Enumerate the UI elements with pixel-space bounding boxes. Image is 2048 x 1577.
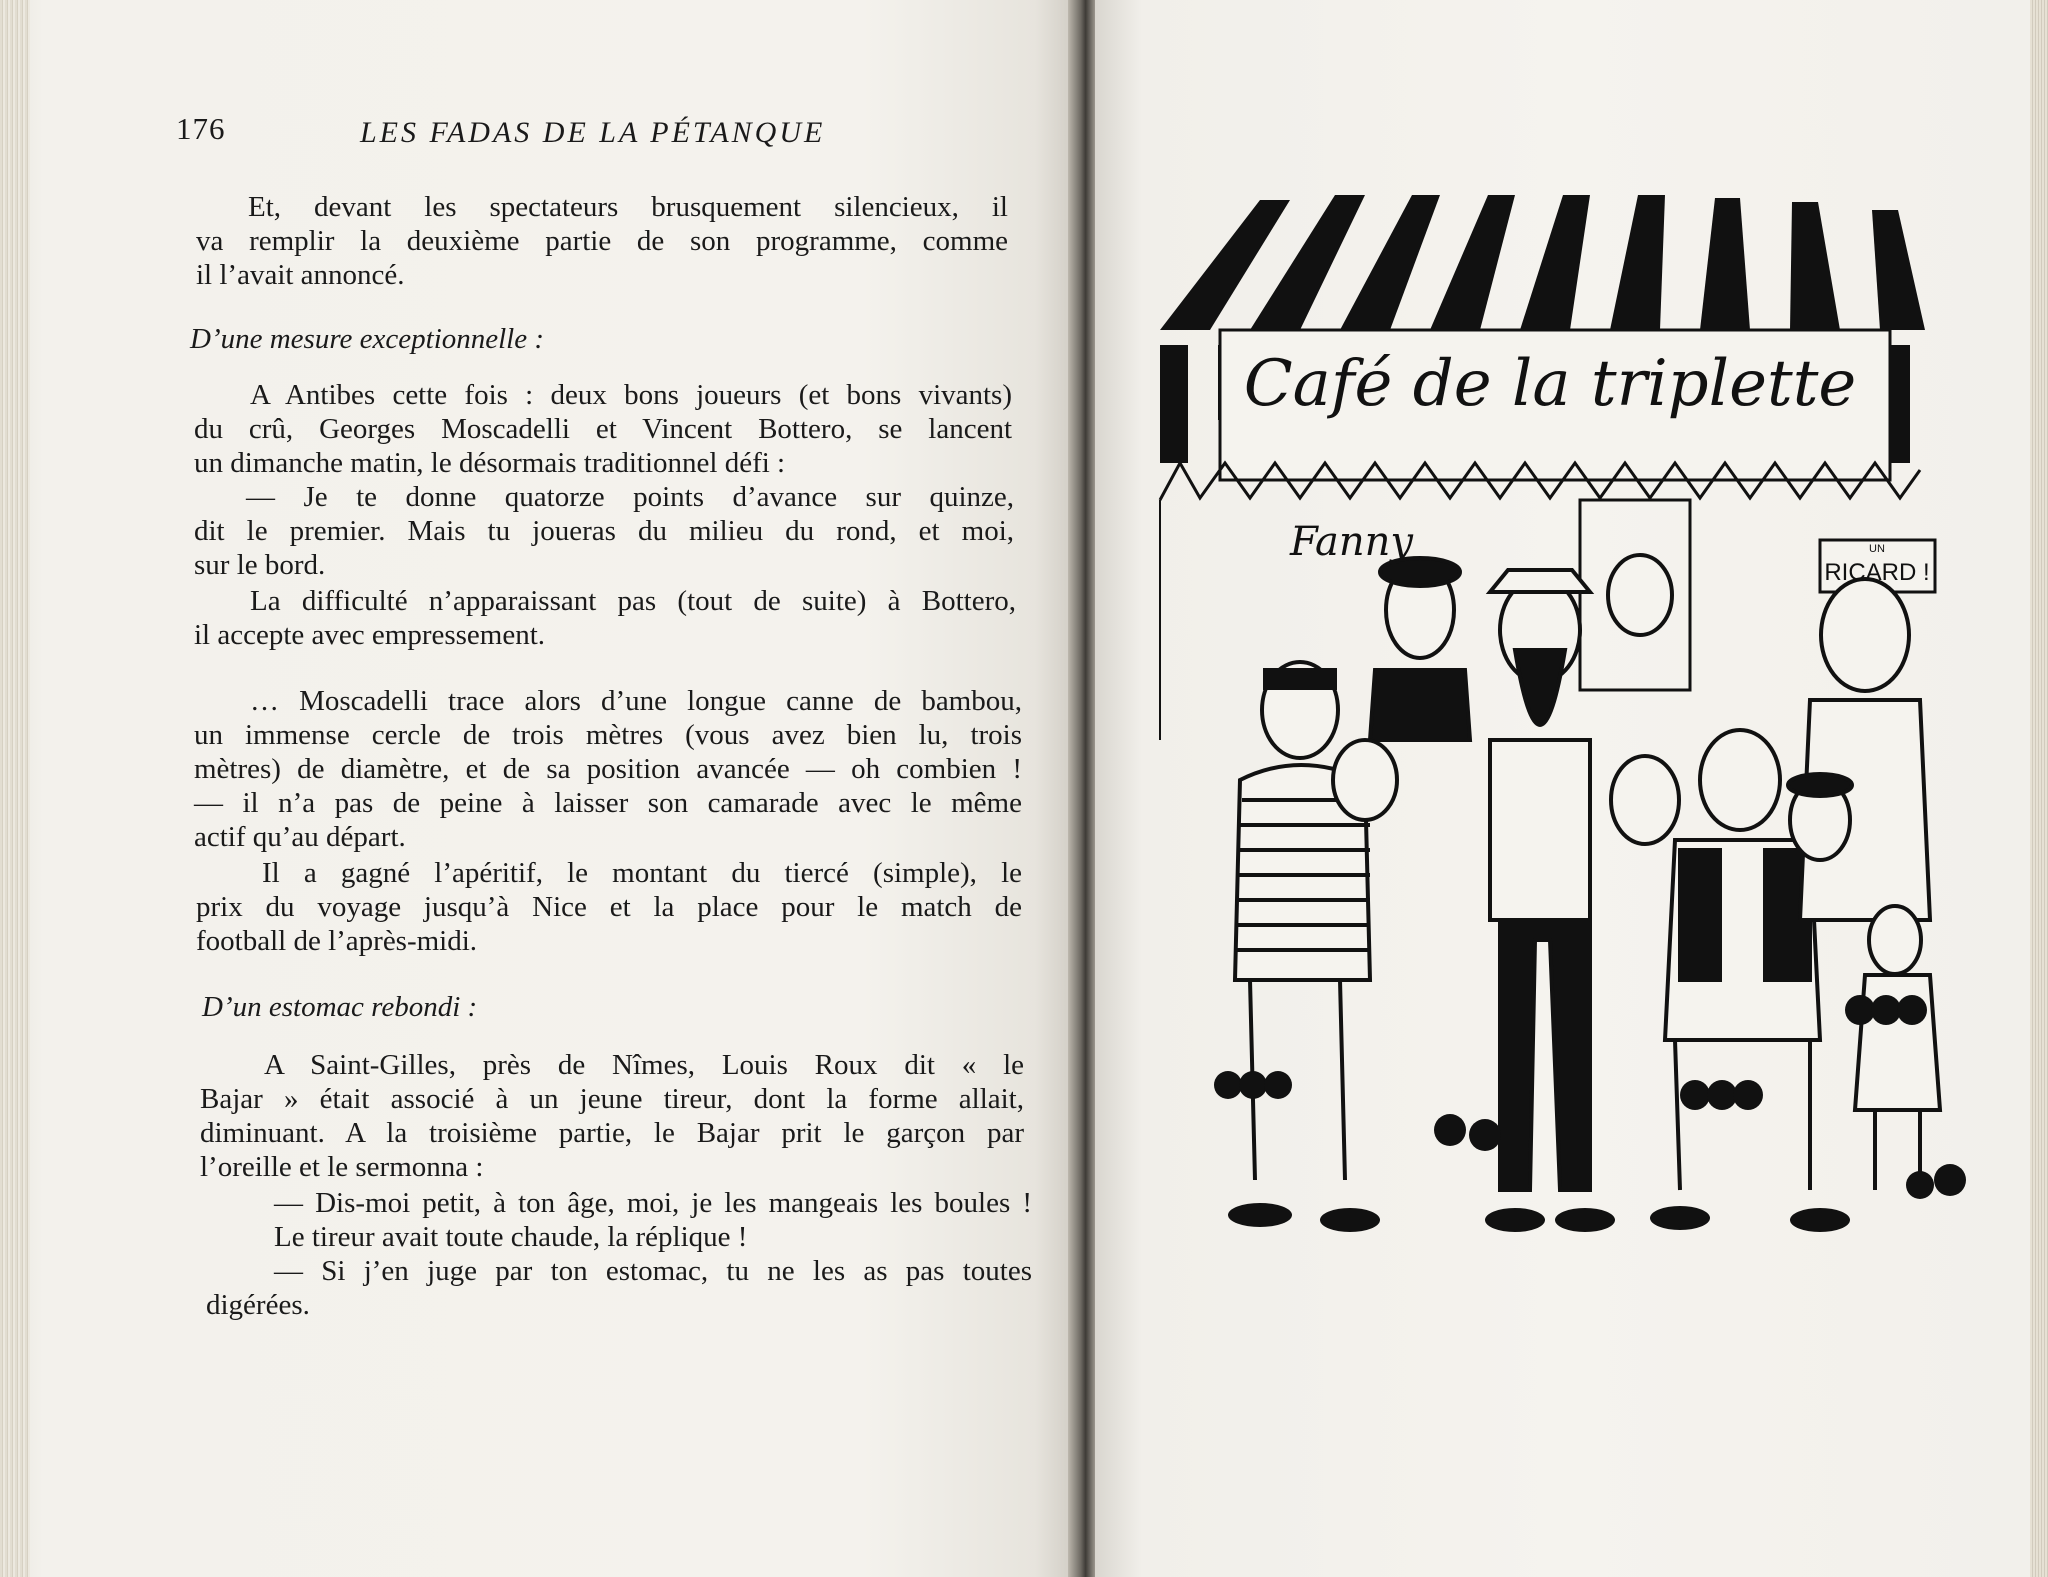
text-line: Le tireur avait toute chaude, la réplique !: [274, 1221, 748, 1253]
fanny-signature: Fanny: [1290, 519, 1414, 565]
text-line: prix du voyage jusqu’à Nice et la place pour le match de: [196, 891, 1022, 923]
text-line: … Moscadelli trace alors d’une longue canne de bambou,: [250, 685, 1022, 717]
text-line: A Antibes cette fois : deux bons joueurs (et bons vivants): [250, 379, 1012, 411]
text-line: un immense cercle de trois mètres (vous avez bien lu, trois: [194, 719, 1022, 751]
cafe-sign-text: Café de la triplette: [1243, 347, 1857, 421]
text-line: du crû, Georges Moscadelli et Vincent Bottero, se lancent: [194, 413, 1012, 445]
text-line: diminuant. A la troisième partie, le Bajar prit le garçon par: [200, 1117, 1024, 1149]
text-line: un dimanche matin, le désormais traditionnel défi :: [194, 447, 786, 479]
text-line: digérées.: [206, 1289, 310, 1321]
shoes: [1228, 1203, 1850, 1232]
text-line: — il n’a pas de peine à laisser son camarade avec le même: [194, 787, 1022, 819]
text-line: il l’avait annoncé.: [196, 259, 405, 291]
text-line: l’oreille et le sermonna :: [200, 1151, 484, 1183]
text-line: mètres) de diamètre, et de sa position avancée — oh combien !: [194, 753, 1022, 785]
page-edges: [0, 0, 30, 1577]
text-line: — Je te donne quatorze points d’avance sur quinze,: [246, 481, 1014, 513]
cafe-cartoon-illustration: [1120, 180, 1980, 1260]
text-line: — Si j’en juge par ton estomac, tu ne les as pas toutes: [274, 1255, 1032, 1287]
text-line: sur le bord.: [194, 549, 326, 581]
awning-stripes: [1160, 195, 1925, 330]
cartoon-players: [1235, 555, 1940, 1190]
text-line: Il a gagné l’apéritif, le montant du tiercé (simple), le: [262, 857, 1022, 889]
running-head: LES FADAS DE LA PÉTANQUE: [360, 116, 826, 149]
text-line: va remplir la deuxième partie de son programme, comme: [196, 225, 1008, 257]
text-line: dit le premier. Mais tu joueras du milieu du rond, et moi,: [194, 515, 1014, 547]
text-line: Et, devant les spectateurs brusquement silencieux, il: [248, 191, 1008, 223]
text-line: il accepte avec empressement.: [194, 619, 546, 651]
text-line: football de l’après-midi.: [196, 925, 478, 957]
text-line: Bajar » était associé à un jeune tireur, dont la forme allait,: [200, 1083, 1024, 1115]
poster-text: RICARD !: [1824, 559, 1930, 586]
text-line: A Saint-Gilles, près de Nîmes, Louis Roux dit « le: [264, 1049, 1024, 1081]
poster-small-text: UN: [1869, 543, 1885, 555]
page-number: 176: [176, 111, 226, 146]
text-line: actif qu’au départ.: [194, 821, 406, 853]
text-line: La difficulté n’apparaissant pas (tout de suite) à Bottero,: [250, 585, 1016, 617]
section-heading: D’une mesure exceptionnelle :: [190, 323, 545, 355]
text-line: — Dis-moi petit, à ton âge, moi, je les mangeais les boules !: [274, 1187, 1032, 1219]
section-heading: D’un estomac rebondi :: [202, 991, 478, 1023]
page-edges: [2030, 0, 2048, 1577]
